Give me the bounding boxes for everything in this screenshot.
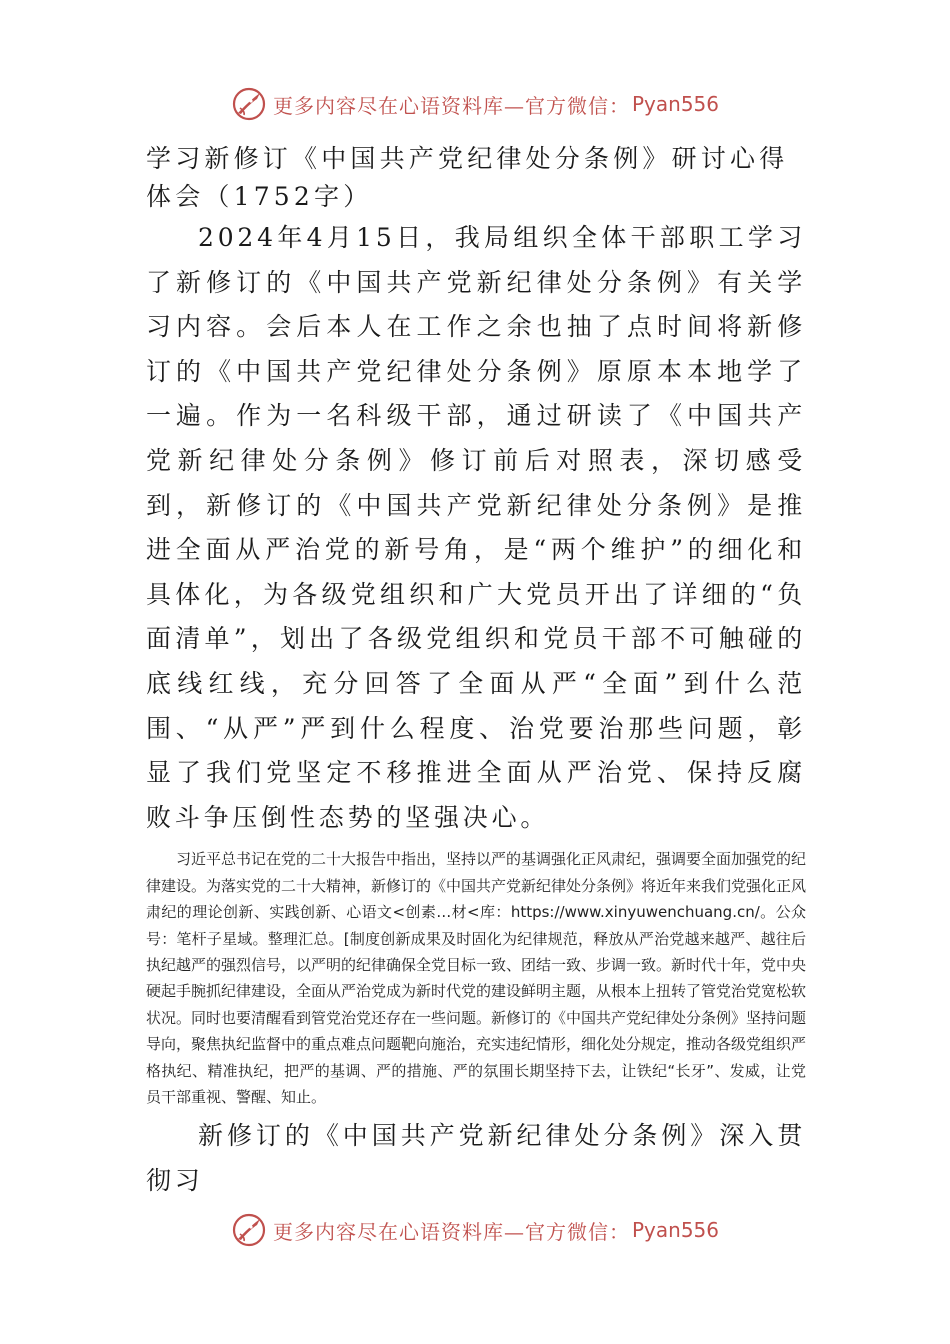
header-banner-text: 更多内容尽在心语资料库—官方微信： bbox=[272, 93, 630, 118]
pen-nib-logo-icon bbox=[231, 1212, 267, 1248]
paragraph-small-print: 习近平总书记在党的二十大报告中指出，坚持以严的基调强化正风肃纪，强调要全面加强党的纪律建设。为落实党的二十大精神，新修订的《中国共产党新纪律处分条例》将近年来我们党强化正风肃纪的理论创新、实践创新、心语文<创素…材<库：https://www.xinyuwenchuang.cn/。公众号：笔杆子星域。整理汇总。[制度创新成果及时固化为纪律规范，释放从严治党越来越严、越往后执纪越严的强烈信号，以严明的纪律确保全党目标一致、团结一致、步调一致。新时代十年，党中央硬起手腕抓纪律建设，全面从严治党成为新时代党的建设鲜明主题，从根本上扭转了管党治党宽松软状况。同时也要清醒看到管党治党还存在一些问题。新修订的《中国共产党纪律处分条例》坚持问题导向，聚焦执纪监督中的重点难点问题靶向施治，充实违纪情形，细化处分规定，推动各级党组织严格执纪、精准执纪，把严的基调、严的措施、严的氛围长期坚持下去，让铁纪“长牙”、发威，让党员干部重视、警醒、知止。 bbox=[146, 850, 807, 1106]
paragraph-continued: 新修订的《中国共产党新纪律处分条例》深入贯彻习 bbox=[146, 1121, 806, 1195]
footer-banner bbox=[0, 1210, 950, 1250]
footer-banner-text: 更多内容尽在心语资料库—官方微信： bbox=[272, 1219, 630, 1244]
header-banner bbox=[0, 84, 950, 124]
footer-wechat-id: Pyan556 bbox=[631, 1218, 719, 1242]
header-wechat-id: Pyan556 bbox=[631, 92, 719, 116]
document-title: 学习新修订《中国共产党纪律处分条例》研讨心得体会（1752字） bbox=[146, 144, 789, 211]
pen-nib-logo-icon bbox=[231, 86, 267, 122]
document-body bbox=[146, 140, 806, 1204]
paragraph-intro: 2024年4月15日，我局组织全体干部职工学习了新修订的《中国共产党新纪律处分条例》有关学习内容。会后本人在工作之余也抽了点时间将新修订的《中国共产党纪律处分条例》原原本本地学了一遍。作为一名科级干部，通过研读了《中国共产党新纪律处分条例》修订前后对照表，深切感受到，新修订的《中国共产党新纪律处分条例》是推进全面从严治党的新号角，是“两个维护”的细化和具体化，为各级党组织和广大党员开出了详细的“负面清单”，划出了各级党组织和党员干部不可触碰的底线红线，充分回答了全面从严“全面”到什么范围、“从严”严到什么程度、治党要治那些问题，彰显了我们党坚定不移推进全面从严治党、保持反腐败斗争压倒性态势的坚强决心。 bbox=[146, 223, 806, 832]
